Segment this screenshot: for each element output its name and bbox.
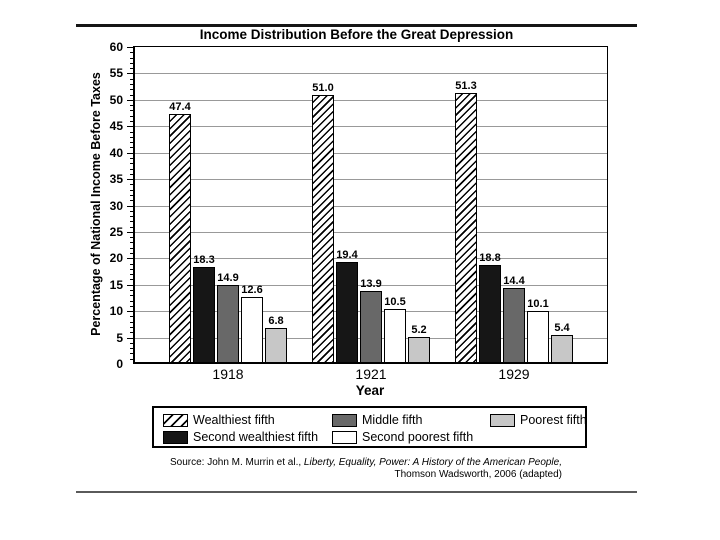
bar-value-label: 5.2	[411, 324, 427, 336]
source-book-title: Liberty, Equality, Power: A History of the American People,	[303, 457, 562, 468]
y-major-tick	[127, 206, 133, 207]
x-tick-label: 1921	[355, 366, 387, 382]
grid-line	[135, 126, 607, 127]
legend-item	[490, 412, 587, 429]
y-tick-label: 15	[109, 277, 123, 292]
y-tick-label: 60	[109, 40, 123, 54]
y-minor-tick	[130, 95, 133, 96]
bar	[169, 114, 191, 364]
grid-line	[135, 179, 607, 180]
chart-title: Income Distribution Before the Great Depression	[199, 27, 514, 42]
y-major-tick	[127, 258, 133, 259]
y-minor-tick	[130, 63, 133, 64]
legend-item	[332, 412, 490, 429]
y-major-tick	[127, 179, 133, 180]
y-minor-tick	[130, 353, 133, 354]
bar	[551, 335, 573, 364]
y-tick-label: 30	[109, 198, 123, 213]
legend-item	[163, 429, 332, 446]
y-minor-tick	[130, 327, 133, 328]
bar	[527, 311, 549, 364]
y-tick-label: 5	[116, 330, 123, 345]
y-tick-label: 35	[109, 172, 123, 187]
legend-swatch	[332, 414, 357, 427]
y-minor-tick	[130, 68, 133, 69]
y-minor-tick	[130, 227, 133, 228]
y-minor-tick	[130, 290, 133, 291]
y-minor-tick	[130, 163, 133, 164]
grid-line	[135, 100, 607, 101]
grid-line	[135, 73, 607, 74]
bar-value-label: 6.8	[268, 315, 284, 327]
y-tick-label: 45	[109, 119, 123, 134]
y-minor-tick	[130, 137, 133, 138]
y-major-tick	[127, 338, 133, 339]
legend-label: Poorest fifth	[520, 413, 587, 427]
bar-value-label: 14.4	[503, 275, 525, 287]
y-tick-label: 25	[109, 224, 123, 239]
y-major-tick	[127, 153, 133, 154]
y-major-tick	[127, 126, 133, 127]
y-minor-tick	[130, 269, 133, 270]
bar-value-label: 13.9	[360, 278, 382, 290]
y-minor-tick	[130, 237, 133, 238]
y-major-tick	[127, 285, 133, 286]
y-minor-tick	[130, 211, 133, 212]
y-minor-tick	[130, 121, 133, 122]
y-minor-tick	[130, 306, 133, 307]
grid-line	[135, 206, 607, 207]
y-minor-tick	[130, 132, 133, 133]
source-prefix: Source: John M. Murrin et al.,	[169, 457, 304, 468]
y-minor-tick	[130, 264, 133, 265]
y-axis-title: Percentage of National Income Before Taxes	[89, 72, 103, 336]
y-minor-tick	[130, 142, 133, 143]
y-major-tick	[127, 73, 133, 74]
y-tick-label: 10	[109, 304, 123, 319]
grid-line	[135, 232, 607, 233]
legend-swatch	[490, 414, 515, 427]
bar-value-label: 12.6	[241, 284, 263, 296]
y-minor-tick	[130, 79, 133, 80]
x-axis-title: Year	[355, 383, 385, 398]
y-minor-tick	[130, 295, 133, 296]
x-axis-line	[133, 362, 607, 364]
bar-value-label: 18.8	[479, 252, 501, 264]
y-minor-tick	[130, 195, 133, 196]
legend-label: Second poorest fifth	[362, 430, 474, 444]
legend	[152, 406, 587, 448]
grid-line	[135, 153, 607, 154]
legend-swatch	[163, 414, 188, 427]
y-minor-tick	[130, 58, 133, 59]
y-minor-tick	[130, 248, 133, 249]
y-minor-tick	[130, 274, 133, 275]
y-minor-tick	[130, 316, 133, 317]
y-minor-tick	[130, 174, 133, 175]
bar-value-label: 19.4	[336, 249, 358, 261]
y-minor-tick	[130, 110, 133, 111]
legend-label: Middle fifth	[362, 413, 423, 427]
bar-value-label: 10.1	[527, 298, 549, 310]
y-major-tick	[127, 311, 133, 312]
y-minor-tick	[130, 242, 133, 243]
y-tick-label: 20	[109, 251, 123, 266]
bar-value-label: 51.3	[455, 80, 477, 92]
bar	[455, 93, 477, 364]
legend-item	[163, 412, 332, 429]
y-minor-tick	[130, 343, 133, 344]
y-tick-label: 55	[109, 66, 123, 81]
y-tick-label: 40	[109, 145, 123, 160]
legend-swatch	[163, 431, 188, 444]
bar	[384, 309, 406, 364]
y-minor-tick	[130, 169, 133, 170]
y-minor-tick	[130, 279, 133, 280]
legend-label: Wealthiest fifth	[193, 413, 275, 427]
y-minor-tick	[130, 147, 133, 148]
plot-area	[109, 40, 608, 371]
y-minor-tick	[130, 253, 133, 254]
bar-value-label: 51.0	[312, 82, 334, 94]
y-minor-tick	[130, 332, 133, 333]
source-line-1	[140, 457, 562, 469]
source-line-2: Thomson Wadsworth, 2006 (adapted)	[394, 469, 562, 480]
x-tick-label: 1918	[212, 366, 244, 382]
y-minor-tick	[130, 190, 133, 191]
bar	[241, 297, 263, 364]
bar-value-label: 47.4	[169, 101, 191, 113]
bottom-divider-rule	[76, 491, 637, 493]
y-tick-label: 0	[116, 357, 123, 371]
bar-value-label: 14.9	[217, 272, 239, 284]
y-major-tick	[127, 100, 133, 101]
bar	[217, 285, 239, 364]
y-minor-tick	[130, 216, 133, 217]
y-minor-tick	[130, 89, 133, 90]
y-minor-tick	[130, 359, 133, 360]
bar-value-label: 18.3	[193, 254, 215, 266]
y-minor-tick	[130, 84, 133, 85]
legend-swatch	[332, 431, 357, 444]
bar	[312, 95, 334, 364]
y-major-tick	[127, 232, 133, 233]
bar-value-label: 5.4	[554, 322, 570, 334]
y-major-tick	[127, 47, 133, 48]
y-minor-tick	[130, 221, 133, 222]
y-minor-tick	[130, 158, 133, 159]
legend-item	[332, 429, 490, 446]
y-minor-tick	[130, 105, 133, 106]
legend-label: Second wealthiest fifth	[193, 430, 319, 444]
y-minor-tick	[130, 184, 133, 185]
y-minor-tick	[130, 116, 133, 117]
y-minor-tick	[130, 348, 133, 349]
x-axis-tick-labels	[133, 367, 607, 383]
bar	[408, 337, 430, 364]
source-citation	[140, 457, 562, 481]
bar	[265, 328, 287, 364]
y-tick-label: 50	[109, 92, 123, 107]
bar-value-label: 10.5	[384, 296, 406, 308]
y-minor-tick	[130, 301, 133, 302]
y-minor-tick	[130, 52, 133, 53]
x-tick-label: 1929	[498, 366, 530, 382]
y-minor-tick	[130, 322, 133, 323]
y-minor-tick	[130, 200, 133, 201]
